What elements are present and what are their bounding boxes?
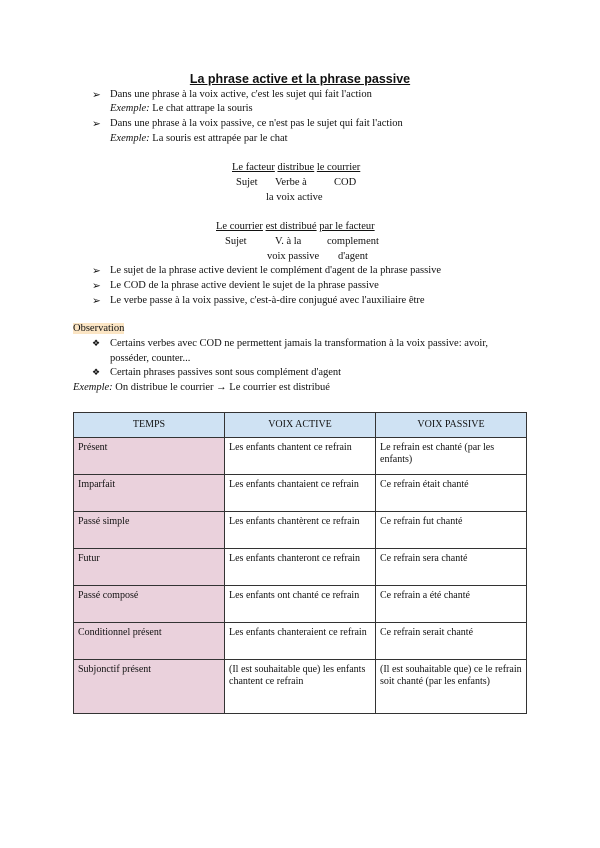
arrow-bullet-icon: ➢ <box>92 266 101 277</box>
active-cell: Les enfants chanteraient ce refrain <box>225 623 376 660</box>
tense-cell: Futur <box>74 549 225 586</box>
example-line <box>110 103 253 114</box>
arrow-bullet-icon: ➢ <box>92 281 101 292</box>
table-row <box>74 586 527 623</box>
diamond-bullet-icon: ❖ <box>92 338 101 348</box>
label-cod: COD <box>334 177 357 188</box>
tense-cell: Conditionnel présent <box>74 623 225 660</box>
label-verb: V. à la <box>275 236 302 247</box>
header-voix-passive: VOIX PASSIVE <box>376 413 527 438</box>
object-word: le courrier <box>316 162 361 173</box>
active-sentence <box>232 162 360 173</box>
label-complement: complement <box>327 236 379 247</box>
bullet-text: Le sujet de la phrase active devient le complément d'agent de la phrase passive <box>110 265 442 276</box>
header-voix-active: VOIX ACTIVE <box>225 413 376 438</box>
active-cell: Les enfants ont chanté ce refrain <box>225 586 376 623</box>
passive-cell: Ce refrain était chanté <box>376 475 527 512</box>
table-row <box>74 475 527 512</box>
label-subject: Sujet <box>225 236 247 247</box>
table-row <box>74 512 527 549</box>
arrow-bullet-icon: ➢ <box>92 90 101 101</box>
observation-item: Certains verbes avec COD ne permettent jamais la transformation à la voix passive: avoir, <box>110 338 489 349</box>
agent-word: par le facteur <box>319 221 375 232</box>
table-row <box>74 549 527 586</box>
bullet-text: Dans une phrase à la voix active, c'est les sujet qui fait l'action <box>110 89 372 100</box>
active-cell: Les enfants chantèrent ce refrain <box>225 512 376 549</box>
active-cell: (Il est souhaitable que) les enfants chantent ce refrain <box>225 660 376 714</box>
label-complement-2: d'agent <box>338 251 368 262</box>
example-label: Exemple: <box>73 382 113 393</box>
label-verb-2: voix passive <box>267 251 320 262</box>
conjugation-table <box>73 412 527 714</box>
label-subject: Sujet <box>236 177 258 188</box>
observation-item-cont: posséder, counter... <box>110 353 191 364</box>
label-verb: Verbe à <box>275 177 307 188</box>
bullet-text: Le verbe passe à la voix passive, c'est-à-dire conjugué avec l'auxiliaire être <box>110 295 425 306</box>
passive-cell: (Il est souhaitable que) ce le refrain soit chanté (par les enfants) <box>376 660 527 714</box>
tense-cell: Passé simple <box>74 512 225 549</box>
tense-cell: Imparfait <box>74 475 225 512</box>
example-label: Exemple: <box>110 133 150 144</box>
passive-cell: Ce refrain sera chanté <box>376 549 527 586</box>
example-label: Exemple: <box>110 103 150 114</box>
tense-cell: Présent <box>74 438 225 475</box>
tense-cell: Subjonctif présent <box>74 660 225 714</box>
arrow-bullet-icon: ➢ <box>92 119 101 130</box>
verb-word: distribue <box>277 162 315 173</box>
subject-word: Le courrier <box>216 221 263 232</box>
passive-cell: Ce refrain a été chanté <box>376 586 527 623</box>
example-text: Le chat attrape la souris <box>152 103 253 114</box>
example-text: On distribue le courrier → Le courrier est distribué <box>115 382 330 393</box>
table-row <box>74 623 527 660</box>
tense-cell: Passé composé <box>74 586 225 623</box>
verb-word: est distribué <box>265 221 317 232</box>
page-title: La phrase active et la phrase passive <box>189 72 411 86</box>
subject-word: Le facteur <box>232 162 275 173</box>
example-text: La souris est attrapée par le chat <box>152 133 288 144</box>
bullet-text: Dans une phrase à la voix passive, ce n'est pas le sujet qui fait l'action <box>110 118 403 129</box>
passive-cell: Ce refrain fut chanté <box>376 512 527 549</box>
passive-cell: Le refrain est chanté (par les enfants) <box>376 438 527 475</box>
header-temps: TEMPS <box>74 413 225 438</box>
arrow-bullet-icon: ➢ <box>92 296 101 307</box>
passive-cell: Ce refrain serait chanté <box>376 623 527 660</box>
table-header-row <box>74 413 527 438</box>
observation-item: Certain phrases passives sont sous complément d'agent <box>110 367 342 378</box>
observation-heading: Observation <box>73 323 125 334</box>
label-verb-2: la voix active <box>266 192 323 203</box>
bullet-text: Le COD de la phrase active devient le sujet de la phrase passive <box>110 280 379 291</box>
passive-sentence <box>216 221 375 232</box>
diamond-bullet-icon: ❖ <box>92 367 101 377</box>
active-cell: Les enfants chantaient ce refrain <box>225 475 376 512</box>
active-cell: Les enfants chanteront ce refrain <box>225 549 376 586</box>
example-line <box>73 382 330 393</box>
active-cell: Les enfants chantent ce refrain <box>225 438 376 475</box>
table-row <box>74 438 527 475</box>
example-line <box>110 133 288 144</box>
table-row <box>74 660 527 714</box>
